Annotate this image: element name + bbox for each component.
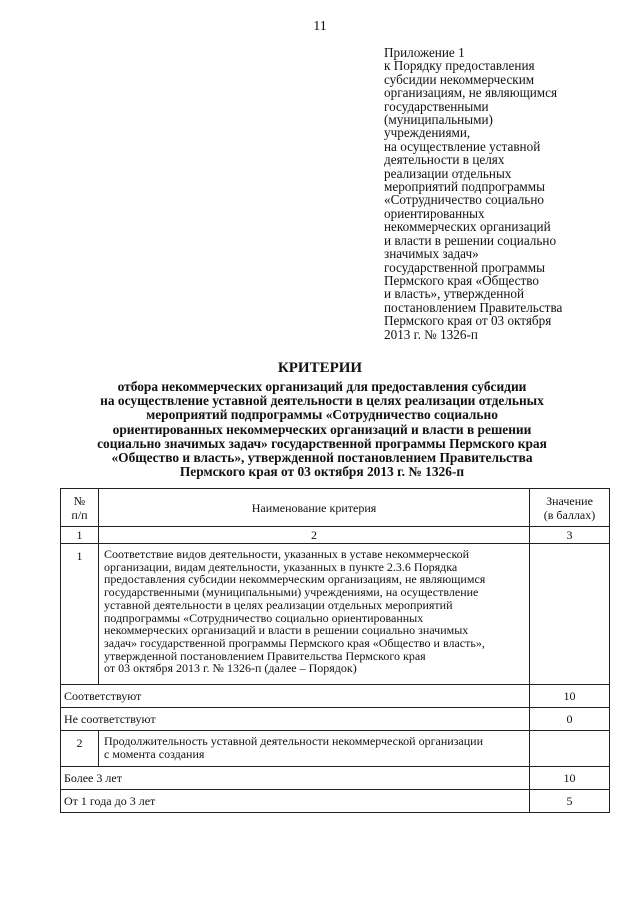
subtitle-line: социально значимых задач» государственной программы Пермского края	[97, 435, 547, 451]
option-score: 10	[530, 767, 610, 790]
document-subtitle	[72, 380, 572, 479]
option-row	[61, 790, 610, 813]
table-header-row	[61, 489, 610, 527]
appendix-line: мероприятий подпрограммы	[384, 179, 545, 195]
appendix-line: значимых задач»	[384, 246, 479, 262]
appendix-line: государственной программы	[384, 259, 545, 275]
appendix-line: постановлением Правительства	[384, 299, 563, 315]
appendix-line: деятельности в целях	[384, 152, 505, 168]
column-number: 2	[99, 527, 530, 544]
option-row	[61, 685, 610, 708]
option-score: 10	[530, 685, 610, 708]
appendix-block	[384, 46, 614, 341]
subtitle-line: ориентированных некоммерческих организаций и власти в решении	[112, 421, 532, 437]
header-number-line2: п/п	[71, 507, 88, 522]
appendix-line: и власть», утвержденной	[384, 286, 525, 302]
criteria-table	[60, 488, 610, 813]
criterion-row	[61, 544, 610, 685]
appendix-line: ориентированных	[384, 205, 485, 221]
header-number-line1: №	[73, 493, 86, 508]
appendix-line: субсидии некоммерческим	[384, 71, 535, 87]
criterion-number: 1	[61, 544, 99, 685]
appendix-line: учреждениями,	[384, 125, 471, 141]
criterion-text-line: подпрограммы «Сотрудничество социально ориентированных	[104, 610, 424, 625]
appendix-line: некоммерческих организаций	[384, 219, 551, 235]
option-row	[61, 708, 610, 731]
appendix-line: (муниципальными)	[384, 112, 493, 128]
criterion-text-line: уставной деятельности в целях реализации отдельных мероприятий	[104, 597, 453, 612]
criterion-row	[61, 731, 610, 767]
subtitle-line: отбора некоммерческих организаций для предоставления субсидии	[117, 379, 527, 394]
appendix-line: организациям, не являющимся	[384, 85, 558, 101]
subtitle-line: мероприятий подпрограммы «Сотрудничество социально	[146, 407, 498, 423]
criterion-text-line: предоставления субсидии некоммерческим организациям, не являющимся	[104, 572, 486, 587]
criterion-score-blank	[530, 731, 610, 767]
criterion-text-line: некоммерческих организаций и власти в решении социально значимых	[104, 623, 469, 638]
appendix-line: Приложение 1	[384, 45, 465, 60]
criterion-text-line: Соответствие видов деятельности, указанных в уставе некоммерческой	[104, 547, 470, 561]
appendix-line: к Порядку предоставления	[384, 58, 535, 74]
criterion-text-line: от 03 октября 2013 г. № 1326-п (далее – Порядок)	[104, 661, 357, 676]
criterion-text-line: задач» государственной программы Пермского края «Общество и власть»,	[104, 635, 485, 650]
option-score: 0	[530, 708, 610, 731]
appendix-line: Пермского края от 03 октября	[384, 313, 552, 329]
appendix-line: 2013 г. № 1326-п	[384, 326, 478, 342]
document-title: КРИТЕРИИ	[277, 360, 363, 376]
subtitle-line: Пермского края от 03 октября 2013 г. № 1326-п	[179, 464, 465, 480]
appendix-line: «Сотрудничество социально	[384, 192, 544, 208]
option-score: 5	[530, 790, 610, 813]
option-row	[61, 767, 610, 790]
appendix-line: и власти в решении социально	[384, 232, 557, 248]
option-label: От 1 года до 3 лет	[61, 790, 530, 813]
option-label: Более 3 лет	[61, 767, 530, 790]
subtitle-line: «Общество и власть», утвержденной постановлением Правительства	[111, 450, 533, 466]
appendix-line: реализации отдельных	[384, 165, 512, 181]
option-label: Соответствуют	[61, 685, 530, 708]
page-number: 11	[313, 19, 327, 34]
header-value-line2: (в баллах)	[543, 507, 596, 522]
header-value	[530, 489, 610, 527]
header-number	[61, 489, 99, 527]
criterion-text	[99, 731, 530, 767]
option-label: Не соответствуют	[61, 708, 530, 731]
criterion-text	[99, 544, 530, 685]
column-number: 1	[61, 527, 99, 544]
header-value-line1: Значение	[546, 493, 593, 508]
appendix-line: государственными	[384, 98, 489, 114]
subtitle-line: на осуществление уставной деятельности в целях реализации отдельных	[100, 393, 544, 409]
column-number-row	[61, 527, 610, 544]
criterion-score-blank	[530, 544, 610, 685]
criterion-number: 2	[61, 731, 99, 767]
column-number: 3	[530, 527, 610, 544]
header-criterion-name: Наименование критерия	[99, 489, 530, 527]
criterion-text-line: государственными (муниципальными) учреждениями, на осуществление	[104, 585, 479, 600]
criterion-text-line: с момента создания	[104, 746, 205, 761]
appendix-line: Пермского края «Общество	[384, 272, 539, 288]
criterion-text-line: Продолжительность уставной деятельности некоммерческой организации	[104, 734, 484, 748]
criterion-text-line: утвержденной постановлением Правительства Пермского края	[104, 648, 426, 663]
criterion-text-line: организации, видам деятельности, указанных в пункте 2.3.6 Порядка	[104, 559, 458, 574]
appendix-line: на осуществление уставной	[384, 138, 541, 154]
